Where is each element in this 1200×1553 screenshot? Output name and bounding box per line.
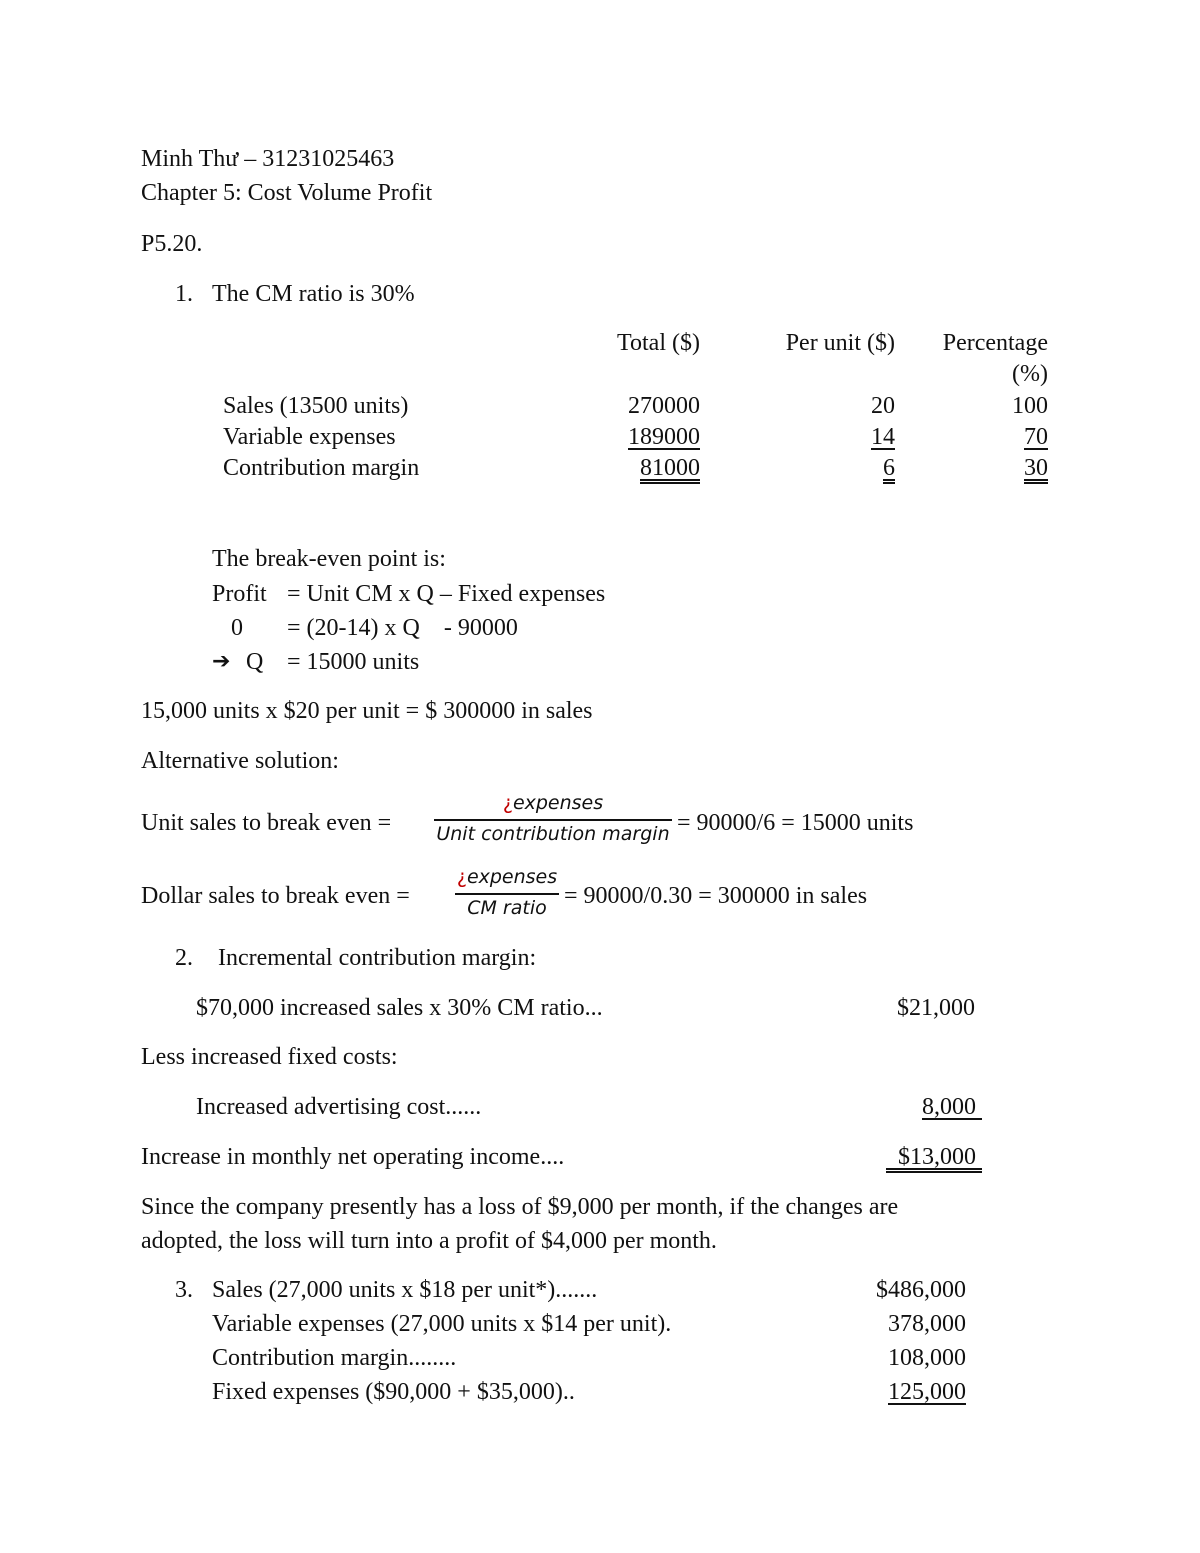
table-cell-per-unit: 6 xyxy=(883,455,895,481)
problem-number: P5.20. xyxy=(141,231,203,257)
part2-heading: Incremental contribution margin: xyxy=(218,945,537,971)
table-row-label: Sales (13500 units) xyxy=(223,393,409,419)
part3-number: 3. xyxy=(175,1277,193,1303)
part3-row-value: 378,000 xyxy=(888,1311,966,1337)
dollar-sales-fraction xyxy=(455,864,559,924)
col-header-percentage: Percentage xyxy=(942,330,1048,356)
table-cell-total: 81000 xyxy=(640,455,700,481)
table-row-label: Variable expenses xyxy=(223,424,396,450)
fraction-denominator: CM ratio xyxy=(467,897,547,919)
col-header-percentage-unit: (%) xyxy=(1012,361,1048,387)
net-income-increase-value: $13,000 xyxy=(898,1144,976,1170)
table-cell-per-unit: 14 xyxy=(871,424,895,450)
part1-number: 1. xyxy=(175,281,193,307)
table-cell-total: 189000 xyxy=(628,424,700,450)
table-cell-percentage: 70 xyxy=(1024,424,1048,450)
unit-sales-result: = 90000/6 = 15000 units xyxy=(677,810,914,836)
part2-number: 2. xyxy=(175,945,193,971)
alternative-heading: Alternative solution: xyxy=(141,748,339,774)
fraction-bar xyxy=(455,893,559,895)
dollar-sales-label: Dollar sales to break even = xyxy=(141,883,410,909)
incremental-cm-value: $21,000 xyxy=(897,995,975,1021)
equation-profit-right: = Unit CM x Q – Fixed expenses xyxy=(287,581,606,607)
less-fixed-costs-heading: Less increased fixed costs: xyxy=(141,1044,398,1070)
unit-sales-label: Unit sales to break even = xyxy=(141,810,392,836)
sales-calculation: 15,000 units x $20 per unit = $ 300000 in sales xyxy=(141,698,593,724)
col-header-per-unit: Per unit ($) xyxy=(785,330,895,356)
table-cell-total: 270000 xyxy=(628,393,700,419)
equation-zero-right: = (20-14) x Q - 90000 xyxy=(287,615,518,641)
part3-row-label: Fixed expenses ($90,000 + $35,000).. xyxy=(212,1379,575,1405)
conclusion-line-2: adopted, the loss will turn into a profit of $4,000 per month. xyxy=(141,1228,717,1254)
incremental-cm-label: $70,000 increased sales x 30% CM ratio... xyxy=(196,995,603,1021)
part3-row-value: 108,000 xyxy=(888,1345,966,1371)
break-even-intro: The break-even point is: xyxy=(212,546,446,572)
equation-profit-left: Profit xyxy=(212,581,267,607)
conclusion-line-1: Since the company presently has a loss of $9,000 per month, if the changes are xyxy=(141,1194,899,1220)
advertising-cost-value: 8,000 xyxy=(922,1094,976,1120)
table-row-label: Contribution margin xyxy=(223,455,420,481)
part3-row-label: Contribution margin........ xyxy=(212,1345,457,1371)
author-line: Minh Thư – 31231025463 xyxy=(141,146,395,172)
equation-q-right: = 15000 units xyxy=(287,649,420,675)
part3-row-label: Sales (27,000 units x $18 per unit*)....... xyxy=(212,1277,598,1303)
table-cell-per-unit: 20 xyxy=(871,393,895,419)
chapter-title: Chapter 5: Cost Volume Profit xyxy=(141,180,433,206)
fraction-denominator: Unit contribution margin xyxy=(436,823,670,845)
equation-q-left: Q xyxy=(246,649,264,675)
fraction-numerator: ¿expenses xyxy=(502,792,604,814)
fraction-bar xyxy=(434,819,672,821)
arrow-right-icon: ➔ xyxy=(212,649,231,674)
part3-row-value: 125,000 xyxy=(888,1379,966,1405)
table-cell-percentage: 100 xyxy=(1012,393,1048,419)
advertising-cost-label: Increased advertising cost...... xyxy=(196,1094,482,1120)
part1-heading: The CM ratio is 30% xyxy=(212,281,415,307)
net-income-increase-label: Increase in monthly net operating income.... xyxy=(141,1144,565,1170)
fraction-numerator: ¿expenses xyxy=(456,866,558,888)
part3-row-value: $486,000 xyxy=(876,1277,966,1303)
equation-zero-left: 0 xyxy=(231,615,243,641)
dollar-sales-result: = 90000/0.30 = 300000 in sales xyxy=(564,883,868,909)
part3-row-label: Variable expenses (27,000 units x $14 per unit). xyxy=(212,1311,672,1337)
unit-sales-fraction xyxy=(434,790,672,850)
col-header-total: Total ($) xyxy=(617,330,700,356)
table-cell-percentage: 30 xyxy=(1024,455,1048,481)
